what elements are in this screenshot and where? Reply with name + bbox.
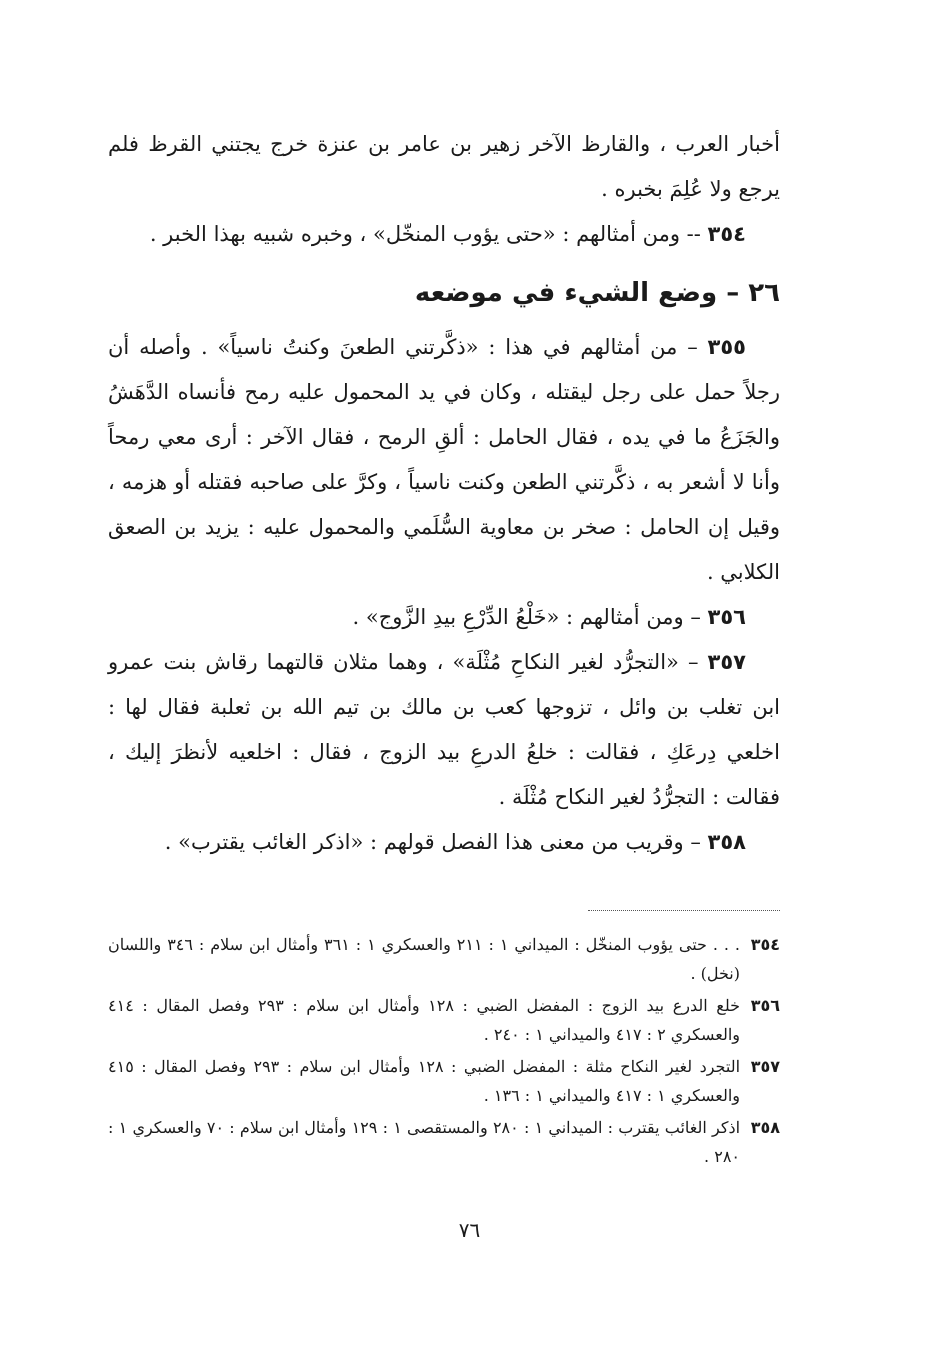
- footnote-354: [108, 930, 780, 988]
- section-heading: ٢٦ – وضع الشيء في موضعه: [414, 278, 780, 308]
- page-number: ٧٦: [458, 1218, 481, 1242]
- paragraph-355: [108, 325, 780, 595]
- footnote-divider: [588, 910, 780, 911]
- paragraph-354: [108, 212, 780, 257]
- footnote-357: [108, 1052, 780, 1110]
- proverb-text: -- ومن أمثالهم : «حتى يؤوب المنخّل» ، وخبره شبيه بهذا الخبر .: [149, 222, 708, 246]
- proverb-number: ٣٥٤: [707, 222, 746, 246]
- footnote-text: اذكر الغائب يقترب : الميداني ١ : ٢٨٠ والمستقصى ١ : ١٢٩ وأمثال ابن سلام : ٧٠ والعسكري ١ : ٢٨٠ .: [108, 1118, 741, 1166]
- continuation-paragraph: أخبار العرب ، والقارظ الآخر زهير بن عامر بن عنزة خرج يجتني القرظ فلم يرجع ولا عُلِمَ بخبره .: [108, 132, 780, 201]
- proverb-number: ٣٥٨: [707, 830, 746, 854]
- proverb-number: ٣٥٦: [707, 605, 746, 629]
- proverb-number: ٣٥٧: [707, 650, 746, 674]
- proverb-text: – وقريب من معنى هذا الفصل قولهم : «اذكر الغائب يقترب» .: [164, 830, 708, 854]
- footnote-text: خلع الدرع بيد الزوج : المفضل الضبي : ١٢٨ وأمثال ابن سلام : ٢٩٣ وفصل المقال : ٤١٤ والعسكري ٢ : ٤١٧ والميداني ١ : ٢٤٠ .: [108, 996, 740, 1044]
- footnote-358: [108, 1113, 780, 1171]
- footnote-text: . . . حتى يؤوب المنخّل : الميداني ١ : ٢١١ والعسكري ١ : ٣٦١ وأمثال ابن سلام : ٣٤٦ واللسان (نخل) .: [108, 935, 741, 983]
- footnote-number: ٣٥٨: [750, 1118, 780, 1137]
- footnote-number: ٣٥٧: [750, 1057, 780, 1076]
- proverb-number: ٣٥٥: [707, 335, 746, 359]
- footnote-text: التجرد لغير النكاح مثلة : المفضل الضبي : ١٢٨ وأمثال ابن سلام : ٢٩٣ وفصل المقال : ٤١٥ والعسكري ١ : ٤١٧ والميداني ١ : ١٣٦ .: [108, 1057, 741, 1105]
- proverb-text: – «التجرُّد لغير النكاحِ مُثْلَة» ، وهما مثلان قالتهما رقاش بنت عمرو ابن تغلب بن وائل ، تزوجها كعب بن مالك بن تيم الله بن ثعلبة فقال لها : اخلعي دِرعَكِ ، فقالت : خلعُ الدرعِ بيد الزوج ، فقال : اخلعيه لأنظرَ إليك ، فقالت : التجرُّدُ لغير النكاح مُثْلَة .: [108, 650, 780, 809]
- footnote-number: ٣٥٤: [750, 935, 780, 954]
- paragraph-358: [108, 820, 780, 865]
- paragraph-357: [108, 640, 780, 820]
- paragraph-356: [108, 595, 780, 640]
- proverb-text: – ومن أمثالهم : «خَلْعُ الدِّرْعِ بيدِ الزَّوج» .: [352, 605, 708, 629]
- footnote-356: [108, 991, 780, 1049]
- footnotes: [108, 930, 780, 1174]
- proverb-text: – من أمثالهم في هذا : «ذكَّرتني الطعنَ وكنتُ ناسياً» . وأصله أن رجلاً حمل على رجل ليقتله ، وكان في يد المحمول عليه رمح فأنساه الدَّهَشُ والجَزَعُ ما في يده ، فقال الحامل : ألقِ الرمح ، فقال الآخر : أرى معي رمحاً وأنا لا أشعر به ، ذكَّرتني الطعن وكنت ناسياً ، وكرَّ على صاحبه فقتله أو هزمه ، وقيل إن الحامل : صخر بن معاوية السُّلَمي والمحمول عليه : يزيد بن الصعق الكلابي .: [108, 335, 780, 584]
- page-body: [108, 122, 780, 865]
- footnote-number: ٣٥٦: [750, 996, 780, 1015]
